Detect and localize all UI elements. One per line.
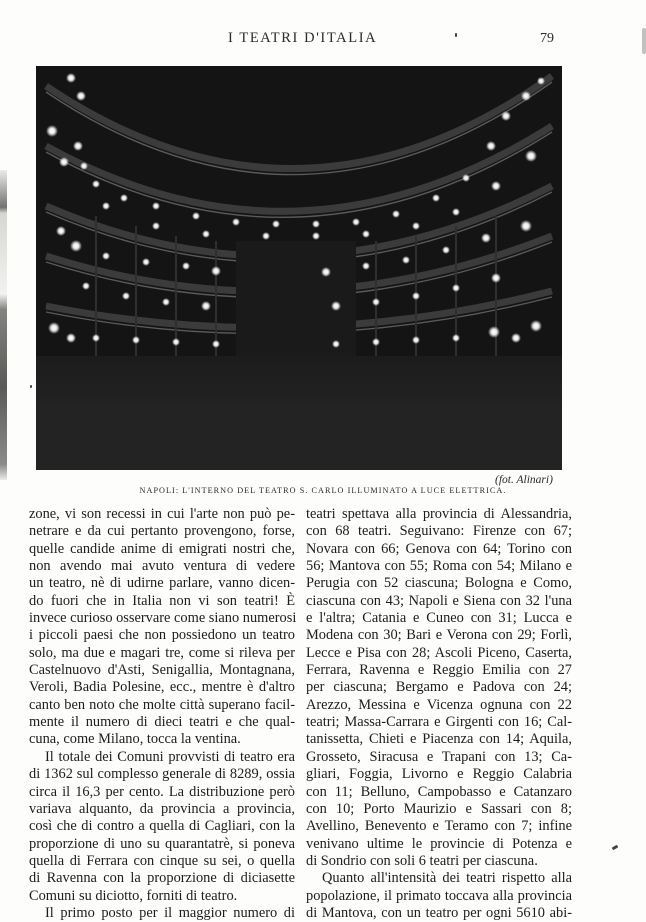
running-title: I TEATRI D'ITALIA: [228, 30, 378, 46]
paragraph-start: Quanto all'intensità dei teatri rispetto alla: [322, 870, 572, 887]
text-line: invece curioso osservare come siano numerosi: [29, 610, 297, 627]
text-line: così che di contro a quella di Cagliari, con la: [29, 818, 295, 835]
text-line: di Ravenna con la proporzione di diciasette: [29, 870, 295, 887]
text-line: di 1362 sul complesso generale di 8289, ossia: [29, 766, 295, 783]
text-line: Castelnuovo d'Asti, Senigallia, Montagnana,: [29, 662, 295, 679]
text-line: Comuni su diciotto, forniti di teatro.: [29, 887, 238, 904]
text-line: e l'altra; Catania e Cuneo con 31; Lucca e: [306, 610, 572, 627]
text-column-right: [306, 506, 572, 922]
page-number: 79: [540, 31, 554, 46]
text-line: Perugia con 52 ciascuna; Bologna e Como,: [306, 575, 572, 592]
text-line: Grosseto, Siracusa e Trapani con 13; Ca-: [306, 748, 572, 765]
scan-speck: [455, 33, 457, 37]
text-line: con 68 teatri. Seguivano: Firenze con 67;: [306, 523, 572, 540]
figure-caption: NAPOLI: L'INTERNO DEL TEATRO S. CARLO ILLUMINATO A LUCE ELETTRICA.: [139, 486, 507, 495]
text-line: di Mantova, con un teatro per ogni 5610 abi-: [306, 904, 572, 921]
text-column-left: [29, 506, 295, 922]
text-line: variava alquanto, da provincia a provincia,: [29, 800, 295, 817]
theatre-interior-illustration: [36, 66, 562, 470]
page-edge-mark: [642, 28, 646, 54]
text-line: venivano ultime le provincie di Potenza e: [306, 835, 572, 852]
theatre-photo: [36, 66, 562, 470]
text-line: proporzione di uno su quarantatrè, si poneva: [29, 835, 295, 852]
text-line: Ferrara, Ravenna e Reggio Emilia con 27: [306, 662, 572, 679]
photo-credit: (fot. Alinari): [495, 474, 553, 486]
text-line: teatri; Massa-Carrara e Girgenti con 16; Cal-: [306, 714, 572, 731]
text-line: zone, vi son recessi in cui l'arte non può pe-: [29, 506, 295, 522]
paragraph-start: Il totale dei Comuni provvisti di teatro era: [45, 748, 295, 765]
text-line: per ciascuna; Bergamo e Padova con 24;: [306, 679, 572, 696]
text-line: popolazione, il primato toccava alla provincia: [306, 887, 572, 904]
text-line: mente il numero di dieci teatri e che qual-: [29, 714, 295, 731]
text-line: un teatro, nè di udirne parlare, vanno dicen-: [29, 575, 295, 592]
text-line: solo, ma due e magari tre, come si rileva per: [29, 644, 295, 661]
text-line: tanissetta, Chieti e Piacenza con 14; Aquila,: [306, 731, 572, 748]
text-line: 56; Mantova con 55; Roma con 54; Milano e: [306, 558, 572, 575]
text-line: di Sondrio con soli 6 teatri per ciascuna.: [306, 852, 538, 869]
scan-speck: [612, 845, 619, 851]
text-line: gliari, Foggia, Livorno e Reggio Calabria: [306, 766, 572, 783]
text-line: quella di Ferrara con cinque su sei, o quella: [29, 852, 295, 869]
paragraph-start: Il primo posto per il maggior numero di: [45, 904, 295, 921]
scan-speck: [30, 385, 32, 388]
text-line: netrare e da cui pertanto provengono, forse,: [29, 523, 295, 540]
text-line: non avendo mai avuto ventura di vedere: [29, 558, 295, 575]
text-line: do fuori che in Italia non vi son teatri! È: [29, 592, 295, 609]
text-line: con 11; Belluno, Campobasso e Catanzaro: [306, 783, 572, 800]
running-head: [0, 30, 646, 50]
text-line: ciascuna con 43; Napoli e Siena con 32 l'una: [306, 592, 572, 609]
text-line: Lecce e Pisa con 28; Ascoli Piceno, Caserta,: [306, 644, 572, 661]
text-line: i piccoli paesi che non possiedono un teatro: [29, 627, 295, 644]
text-line: circa il 16,3 per cento. La distribuzione però: [29, 783, 295, 800]
text-line: Avellino, Benevento e Teramo con 7; infine: [306, 818, 572, 835]
text-line: Arezzo, Messina e Vicenza ognuna con 22: [306, 696, 572, 713]
text-line: cuna, come Milano, tocca la ventina.: [29, 731, 241, 748]
text-line: Veroli, Badia Polesine, ecc., mentre è d'altro: [29, 679, 295, 696]
text-line: quelle candide anime di emigrati nostri che,: [29, 540, 295, 557]
text-line: con 10; Porto Maurizio e Sassari con 8;: [306, 800, 572, 817]
text-line: canto ben noto che molte città superano facil-: [29, 696, 295, 713]
text-line: Modena con 30; Bari e Verona con 29; Forlì,: [306, 627, 572, 644]
text-line: Novara con 66; Genova con 64; Torino con: [306, 540, 572, 557]
facing-page-bleed: [0, 170, 7, 480]
text-line: teatri spettava alla provincia di Alessandria,: [306, 506, 572, 522]
